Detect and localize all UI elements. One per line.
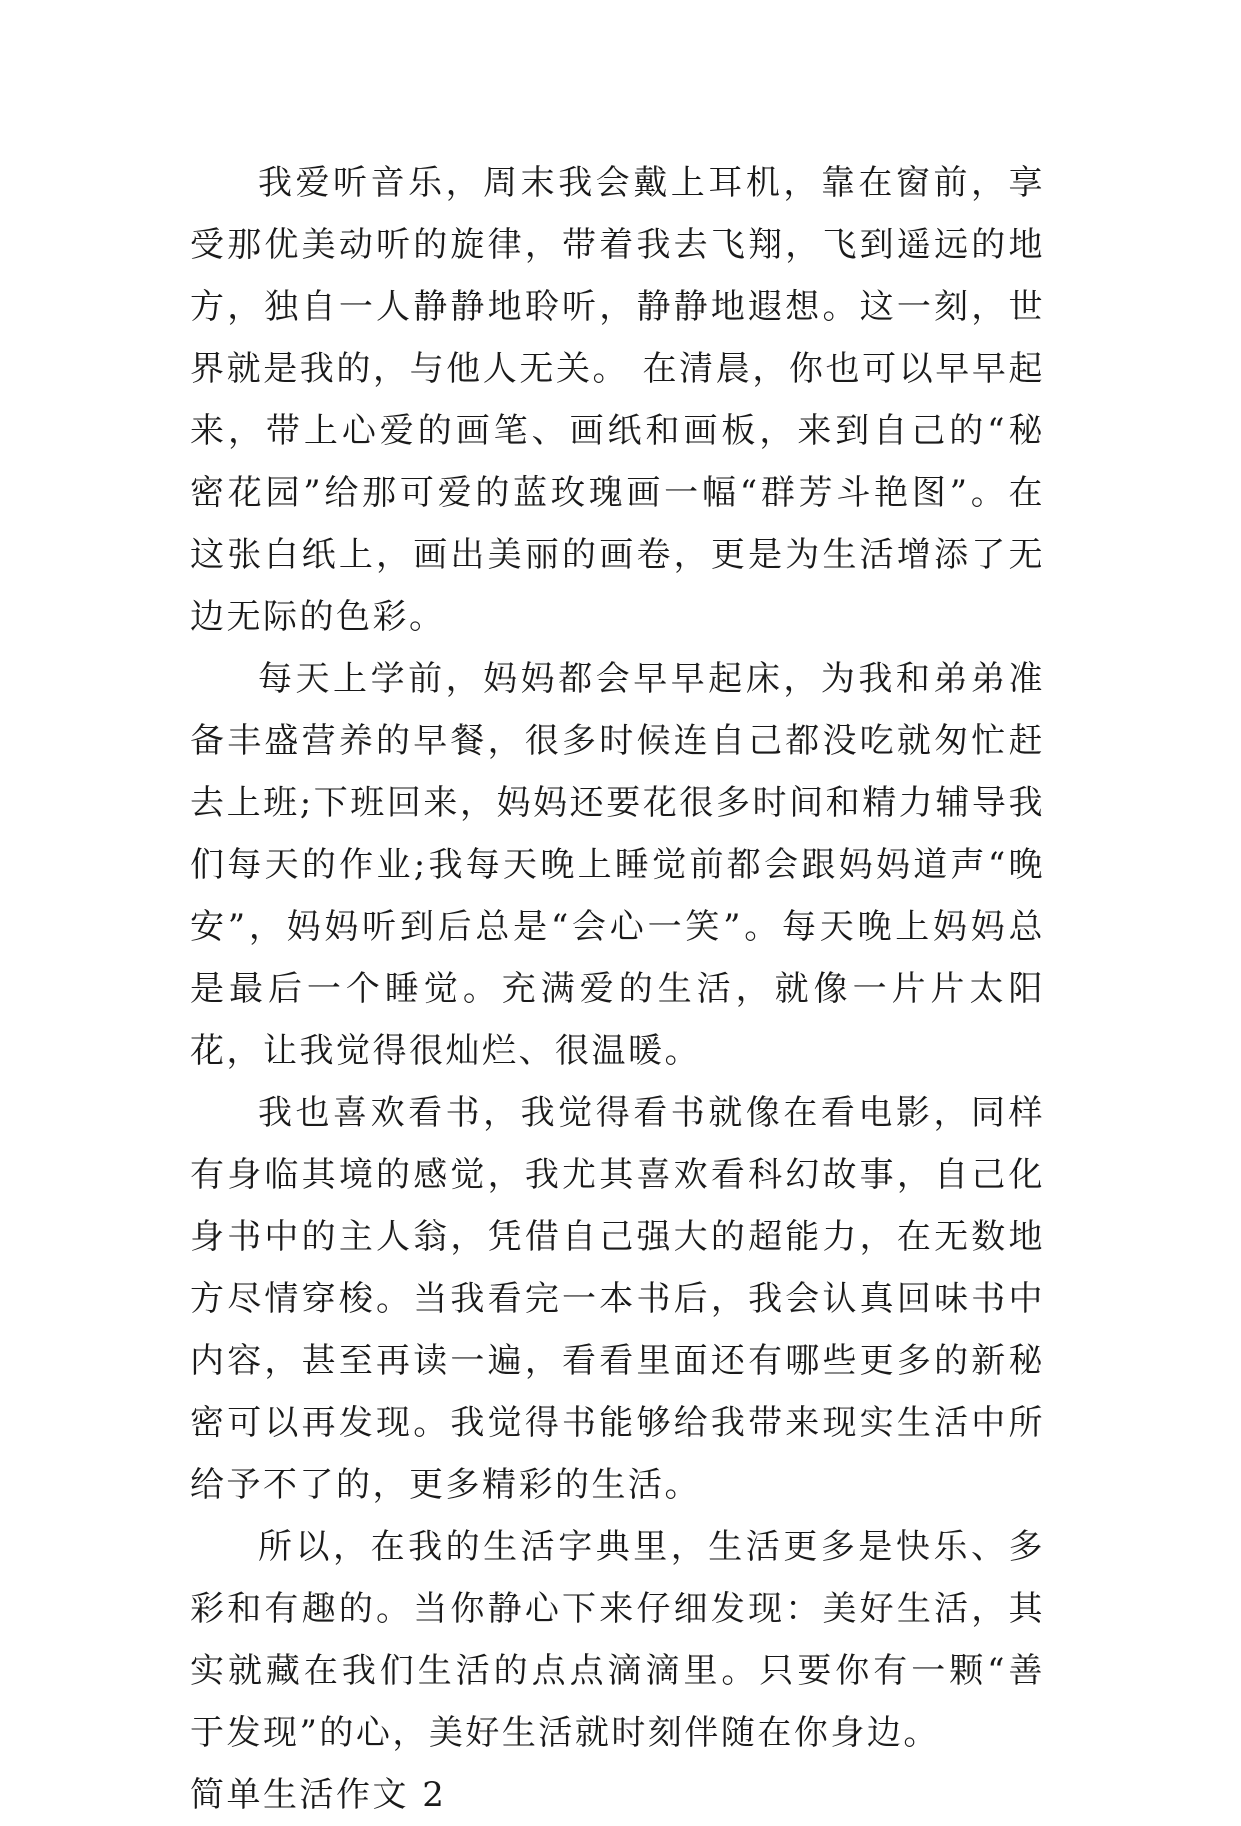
section-heading: 简单生活作文 2 xyxy=(190,1775,447,1815)
paragraph: 我爱听音乐，周末我会戴上耳机，靠在窗前，享受那优美动听的旋律，带着我去飞翔，飞到遥远的地方，独自一人静静地聆听，静静地遐想。这一刻，世界就是我的，与他人无关。 在清晨，你也可以早早起来，带上心爱的画笔、画纸和画板，来到自己的“秘密花园”给那可爱的蓝玫瑰画一幅“群芳斗艳图”。在这张白纸上，画出美丽的画卷，更是为生活增添了无边无际的色彩。 xyxy=(190,163,1045,637)
document-page xyxy=(190,152,1045,1826)
paragraph: 每天上学前，妈妈都会早早起床，为我和弟弟准备丰盛营养的早餐，很多时候连自己都没吃就匆忙赶去上班;下班回来，妈妈还要花很多时间和精力辅导我们每天的作业;我每天晚上睡觉前都会跟妈妈道声“晚安”，妈妈听到后总是“会心一笑”。每天晚上妈妈总是最后一个睡觉。充满爱的生活，就像一片片太阳花，让我觉得很灿烂、很温暖。 xyxy=(190,659,1045,1071)
paragraph: 我也喜欢看书，我觉得看书就像在看电影，同样有身临其境的感觉，我尤其喜欢看科幻故事，自己化身书中的主人翁，凭借自己强大的超能力，在无数地方尽情穿梭。当我看完一本书后，我会认真回味书中内容，甚至再读一遍，看看里面还有哪些更多的新秘密可以再发现。我觉得书能够给我带来现实生活中所给予不了的，更多精彩的生活。 xyxy=(190,1093,1045,1505)
paragraph: 所以，在我的生活字典里，生活更多是快乐、多彩和有趣的。当你静心下来仔细发现：美好生活，其实就藏在我们生活的点点滴滴里。只要你有一颗“善于发现”的心，美好生活就时刻伴随在你身边。 xyxy=(190,1527,1045,1753)
